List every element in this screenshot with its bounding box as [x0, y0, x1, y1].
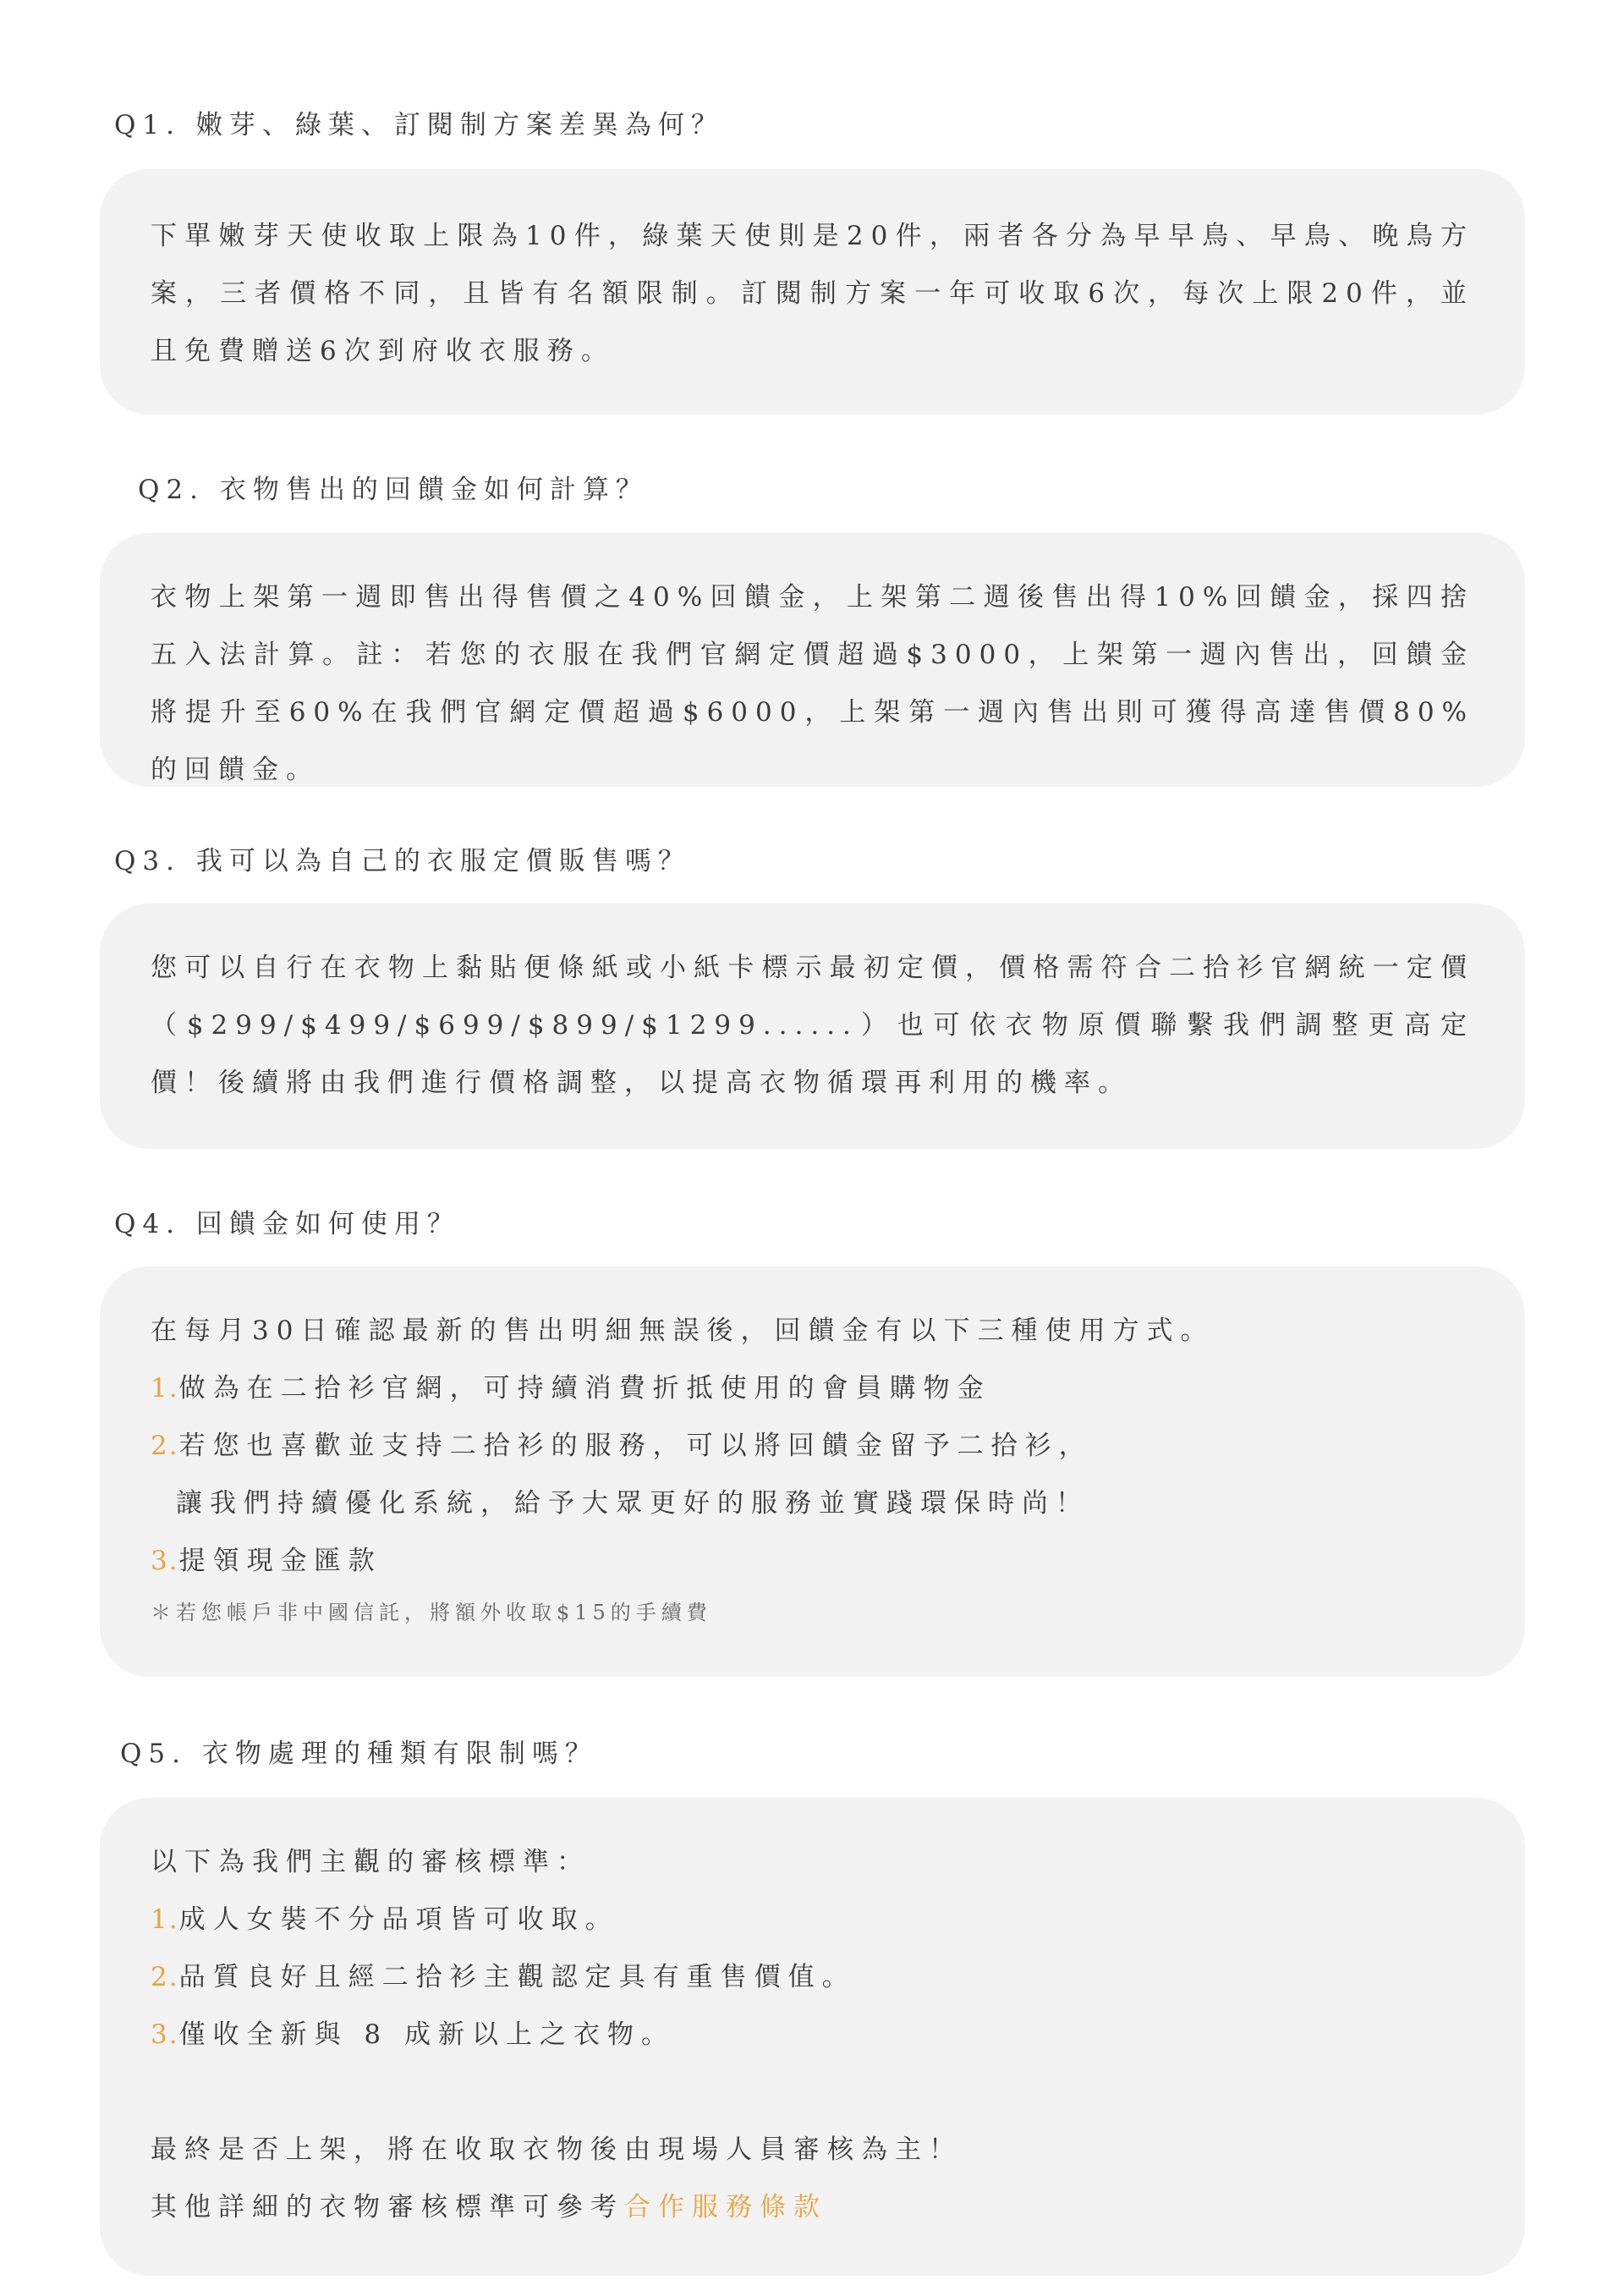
list-item — [151, 2006, 1474, 2063]
list-number: 3. — [151, 1546, 179, 1576]
list-item — [151, 1360, 1474, 1417]
list-item — [151, 1532, 1474, 1590]
faq-question-4: Q4. 回饋金如何使用？ — [114, 1209, 460, 1239]
faq-answer-card-5 — [100, 1798, 1525, 2276]
faq-question-2: Q2. 衣物售出的回饋金如何計算？ — [138, 475, 649, 505]
faq-5-list — [151, 1891, 1474, 2063]
faq-5-intro: 以下為我們主觀的審核標準： — [151, 1847, 590, 1877]
list-text: 做為在二拾衫官網，可持續消費折抵使用的會員購物金 — [178, 1373, 991, 1404]
list-text: 若您也喜歡並支持二拾衫的服務，可以將回饋金留予二拾衫， — [178, 1431, 1093, 1461]
list-text: 品質良好且經二拾衫主觀認定具有重售價值。 — [178, 1962, 856, 1992]
faq-4-note: ＊若您帳戶非中國信託，將額外收取$15的手續費 — [151, 1601, 712, 1624]
faq-answer-card-3 — [100, 904, 1525, 1149]
faq-question-1: Q1. 嫩芽、綠葉、訂閱制方案差異為何？ — [114, 110, 724, 140]
faq-5-final-2-text: 其他詳細的衣物審核標準可參考 — [151, 2192, 624, 2222]
faq-5-final-2 — [151, 2178, 1474, 2236]
faq-answer-card-1 — [100, 169, 1525, 415]
list-number: 2. — [151, 1962, 179, 1992]
list-text: 僅收全新與 8 成新以上之衣物。 — [178, 2019, 676, 2050]
list-item — [151, 1417, 1474, 1475]
list-text: 提領現金匯款 — [178, 1546, 382, 1576]
faq-5-final-1: 最終是否上架，將在收取衣物後由現場人員審核為主！ — [151, 2134, 963, 2165]
list-item — [151, 1891, 1474, 1948]
list-number: 2. — [151, 1431, 179, 1461]
spacer — [151, 2063, 1474, 2121]
faq-question-5: Q5. 衣物處理的種類有限制嗎？ — [120, 1739, 598, 1769]
list-text: 成人女裝不分品項皆可收取。 — [178, 1904, 619, 1935]
faq-answer-1: 下單嫩芽天使收取上限為10件，綠葉天使則是20件，兩者各分為早早鳥、早鳥、晚鳥方案，三者價格不同，且皆有名額限制。訂閱制方案一年可收取6次，每次上限20件，並且免費贈送6次到府收衣服務。 — [151, 221, 1474, 366]
faq-4-list — [151, 1360, 1474, 1590]
faq-question-3: Q3. 我可以為自己的衣服定價販售嗎？ — [114, 846, 691, 876]
faq-4-intro: 在每月30日確認最新的售出明細無誤後，回饋金有以下三種使用方式。 — [151, 1316, 1215, 1346]
faq-answer-card-2 — [100, 533, 1525, 787]
list-number: 1. — [151, 1904, 179, 1935]
service-terms-link[interactable]: 合作服務條款 — [624, 2192, 827, 2222]
list-item — [151, 1948, 1474, 2006]
list-number: 3. — [151, 2019, 179, 2050]
faq-answer-3: 您可以自行在衣物上黏貼便條紙或小紙卡標示最初定價，價格需符合二拾衫官網統一定價（$299/$499/$699/$899/$1299......）也可依衣物原價聯繫我們調整更高定價！後續將由我們進行價格調整，以提高衣物循環再利用的機率。 — [151, 953, 1474, 1098]
faq-answer-2: 衣物上架第一週即售出得售價之40%回饋金，上架第二週後售出得10%回饋金，採四捨五入法計算。註：若您的衣服在我們官網定價超過$3000，上架第一週內售出，回饋金將提升至60%在我們官網定價超過$6000，上架第一週內售出則可獲得高達售價80%的回饋金。 — [151, 582, 1474, 785]
list-number: 1. — [151, 1373, 179, 1404]
list-text: 讓我們持續優化系統，給予大眾更好的服務並實踐環保時尚！ — [176, 1488, 1089, 1519]
list-item-continued — [151, 1475, 1474, 1532]
faq-answer-card-4 — [100, 1266, 1525, 1677]
